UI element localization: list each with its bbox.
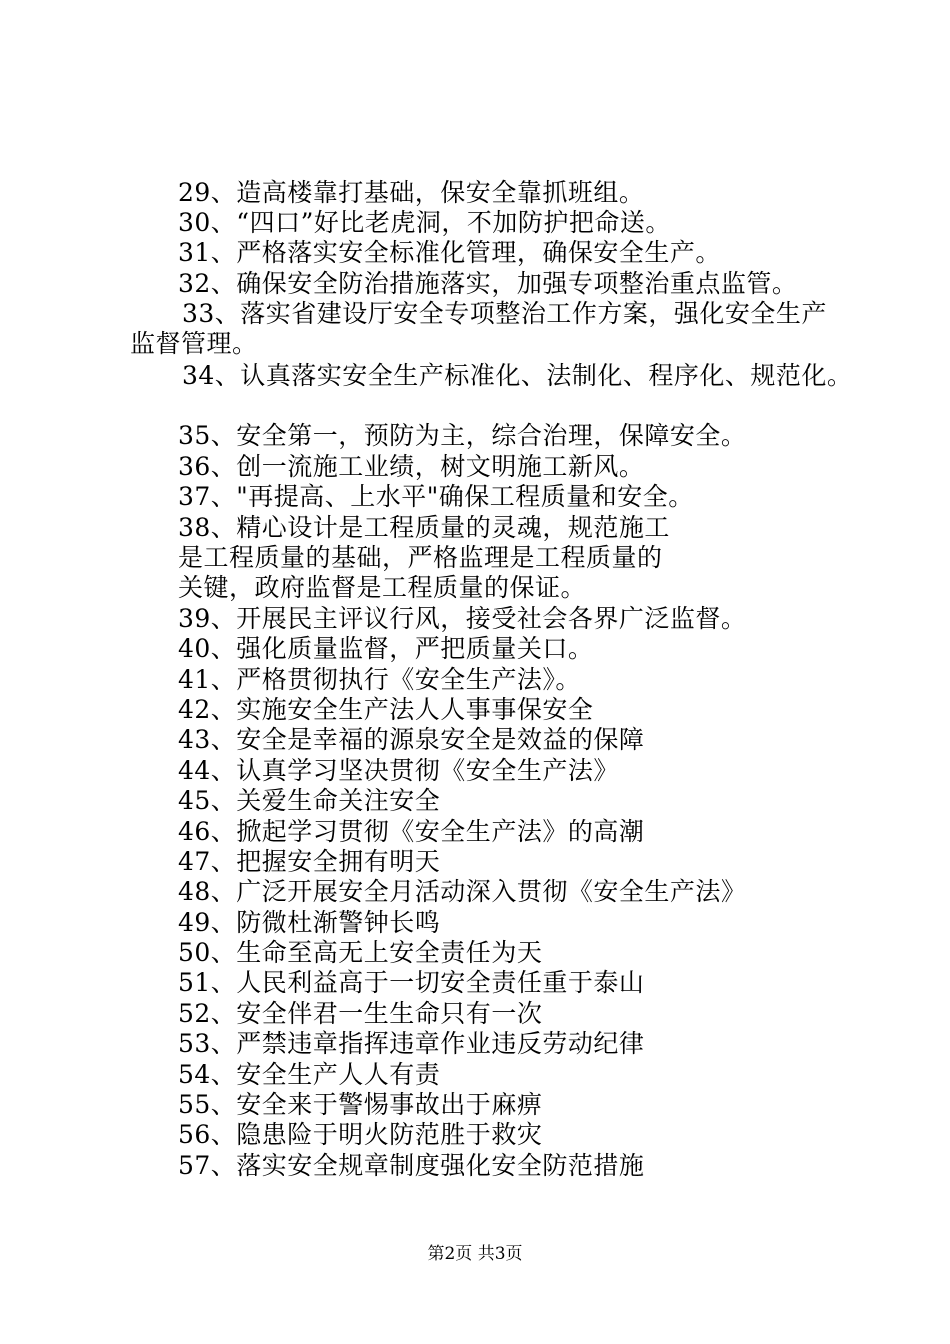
slogan-line-39: 39、开展民主评议行风，接受社会各界广泛监督。 (178, 604, 747, 633)
slogan-line-50: 50、生命至高无上安全责任为天 (178, 938, 543, 967)
slogan-line-38-continued-1: 是工程质量的基础，严格监理是工程质量的 (178, 543, 663, 572)
slogan-line-51: 51、人民利益高于一切安全责任重于泰山 (178, 968, 645, 997)
slogan-line-48: 48、广泛开展安全月活动深入贯彻《安全生产法》 (178, 877, 747, 906)
slogan-line-32: 32、确保安全防治措施落实，加强专项整治重点监管。 (178, 269, 798, 298)
slogan-line-41: 41、严格贯彻执行《安全生产法》。 (178, 665, 581, 694)
slogan-line-57: 57、落实安全规章制度强化安全防范措施 (178, 1151, 645, 1180)
slogan-line-30: 30、“四口”好比老虎洞，不加防护把命送。 (178, 208, 671, 237)
slogan-line-46: 46、掀起学习贯彻《安全生产法》的高潮 (178, 817, 645, 846)
slogan-line-31: 31、严格落实安全标准化管理，确保安全生产。 (178, 238, 721, 267)
slogan-line-34: 34、认真落实安全生产标准化、法制化、程序化、规范化。 (182, 361, 853, 390)
slogan-line-33-continued: 监督管理。 (130, 329, 258, 358)
slogan-line-53: 53、严禁违章指挥违章作业违反劳动纪律 (178, 1029, 645, 1058)
slogan-line-29: 29、造高楼靠打基础，保安全靠抓班组。 (178, 178, 645, 207)
slogan-line-38: 38、精心设计是工程质量的灵魂，规范施工 (178, 513, 670, 542)
slogan-line-49: 49、防微杜渐警钟长鸣 (178, 908, 441, 937)
page-footer: 第2页 共3页 (427, 1244, 523, 1264)
slogan-line-54: 54、安全生产人人有责 (178, 1060, 441, 1089)
slogan-line-45: 45、关爱生命关注安全 (178, 786, 441, 815)
slogan-line-40: 40、强化质量监督，严把质量关口。 (178, 634, 594, 663)
slogan-line-56: 56、隐患险于明火防范胜于救灾 (178, 1120, 543, 1149)
slogan-line-37: 37、"再提高、上水平"确保工程质量和安全。 (178, 482, 694, 511)
slogan-line-36: 36、创一流施工业绩，树文明施工新风。 (178, 452, 645, 481)
slogan-line-33: 33、落实省建设厅安全专项整治工作方案，强化安全生产 (182, 299, 827, 328)
slogan-line-44: 44、认真学习坚决贯彻《安全生产法》 (178, 756, 619, 785)
slogan-line-35: 35、安全第一，预防为主，综合治理，保障安全。 (178, 421, 747, 450)
slogan-line-42: 42、实施安全生产法人人事事保安全 (178, 695, 594, 724)
slogan-line-47: 47、把握安全拥有明天 (178, 847, 441, 876)
slogan-line-55: 55、安全来于警惕事故出于麻痹 (178, 1090, 543, 1119)
slogan-line-38-continued-2: 关键，政府监督是工程质量的保证。 (178, 573, 587, 602)
slogan-line-52: 52、安全伴君一生生命只有一次 (178, 999, 543, 1028)
slogan-line-43: 43、安全是幸福的源泉安全是效益的保障 (178, 725, 645, 754)
